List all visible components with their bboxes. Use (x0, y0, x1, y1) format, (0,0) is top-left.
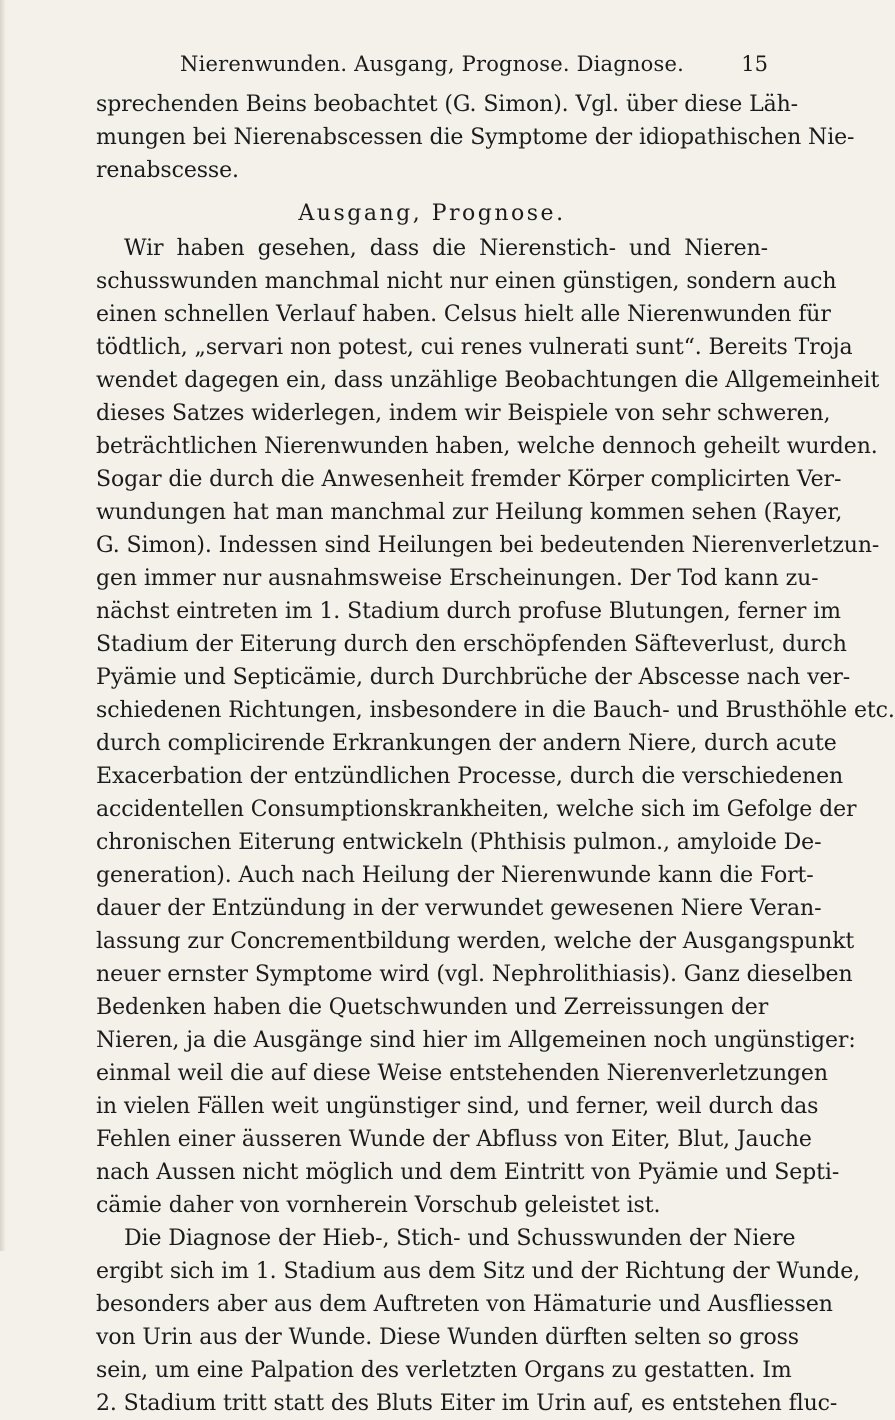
text-line: nach Aussen nicht möglich und dem Eintritt von Pyämie und Septi- (96, 1160, 840, 1185)
text-line: einen schnellen Verlauf haben. Celsus hielt alle Nierenwunden für (96, 302, 831, 327)
text-line: accidentellen Consumptionskrankheiten, welche sich im Gefolge der (96, 797, 857, 822)
page-left-edge-shadow (0, 0, 6, 1251)
text-line: beträchtlichen Nierenwunden haben, welche dennoch geheilt wurden. (96, 434, 878, 459)
text-line: dieses Satzes widerlegen, indem wir Beispiele von sehr schweren, (96, 401, 831, 426)
text-line: wundungen hat man manchmal zur Heilung kommen sehen (Rayer, (96, 500, 843, 525)
text-line: sprechenden Beins beobachtet (G. Simon). Vgl. über diese Läh- (96, 92, 799, 117)
text-line: schusswunden manchmal nicht nur einen günstigen, sondern auch (96, 269, 837, 294)
text-line: besonders aber aus dem Auftreten von Hämaturie und Ausfliessen (96, 1292, 833, 1317)
page-number: 15 (741, 52, 768, 76)
text-line: einmal weil die auf diese Weise entstehenden Nierenverletzungen (96, 1061, 828, 1086)
text-line: G. Simon). Indessen sind Heilungen bei bedeutenden Nierenverletzun- (96, 533, 880, 558)
text-line: Pyämie und Septicämie, durch Durchbrüche der Abscesse nach ver- (96, 665, 851, 690)
text-line: durch complicirende Erkrankungen der andern Niere, durch acute (96, 731, 837, 756)
text-line: ergibt sich im 1. Stadium aus dem Sitz und der Richtung der Wunde, (96, 1259, 861, 1284)
text-line: Nieren, ja die Ausgänge sind hier im Allgemeinen noch ungünstiger: (96, 1028, 856, 1053)
text-line: tödtlich, „servari non potest, cui renes vulnerati sunt“. Bereits Troja (96, 335, 853, 360)
text-line: chronischen Eiterung entwickeln (Phthisis pulmon., amyloide De- (96, 830, 822, 855)
running-title: Nierenwunden. Ausgang, Prognose. Diagnose. (180, 52, 684, 76)
text-line: von Urin aus der Wunde. Diese Wunden dürften selten so gross (96, 1325, 799, 1350)
text-line: nächst eintreten im 1. Stadium durch profuse Blutungen, ferner im (96, 599, 841, 624)
text-line: Stadium der Eiterung durch den erschöpfenden Säfteverlust, durch (96, 632, 847, 657)
text-line: Wir haben gesehen, dass die Nierenstich- und Nieren- (124, 236, 768, 261)
text-line: in vielen Fällen weit ungünstiger sind, und ferner, weil durch das (96, 1094, 819, 1119)
text-line: cämie daher von vornherein Vorschub geleistet ist. (96, 1193, 661, 1218)
text-line: renabscesse. (96, 158, 239, 183)
running-head (96, 52, 768, 82)
text-line: dauer der Entzündung in der verwundet gewesenen Niere Veran- (96, 896, 822, 921)
text-line: schiedenen Richtungen, insbesondere in die Bauch- und Brusthöhle etc. (96, 698, 895, 723)
text-line: mungen bei Nierenabscessen die Symptome der idiopathischen Nie- (96, 125, 855, 150)
text-line: wendet dagegen ein, dass unzählige Beobachtungen die Allgemeinheit (96, 368, 880, 393)
text-line: neuer ernster Symptome wird (vgl. Nephrolithiasis). Ganz dieselben (96, 962, 853, 987)
text-line: Die Diagnose der Hieb-, Stich- und Schusswunden der Niere (124, 1226, 796, 1251)
text-line: lassung zur Concrementbildung werden, welche der Ausgangspunkt (96, 929, 855, 954)
body-text (96, 88, 895, 1420)
text-line: gen immer nur ausnahmsweise Erscheinungen. Der Tod kann zu- (96, 566, 819, 591)
text-line: Exacerbation der entzündlichen Processe, durch die verschiedenen (96, 764, 844, 789)
text-line: 2. Stadium tritt statt des Bluts Eiter im Urin auf, es entstehen fluc- (96, 1391, 838, 1416)
text-line: Fehlen einer äusseren Wunde der Abfluss von Eiter, Blut, Jauche (96, 1127, 812, 1152)
section-heading-ausgang-prognose: Ausgang, Prognose. (298, 201, 566, 226)
text-line: generation). Auch nach Heilung der Nierenwunde kann die Fort- (96, 863, 814, 888)
text-line: Sogar die durch die Anwesenheit fremder Körper complicirten Ver- (96, 467, 842, 492)
text-line: Bedenken haben die Quetschwunden und Zerreissungen der (96, 995, 769, 1020)
text-line: sein, um eine Palpation des verletzten Organs zu gestatten. Im (96, 1358, 792, 1383)
